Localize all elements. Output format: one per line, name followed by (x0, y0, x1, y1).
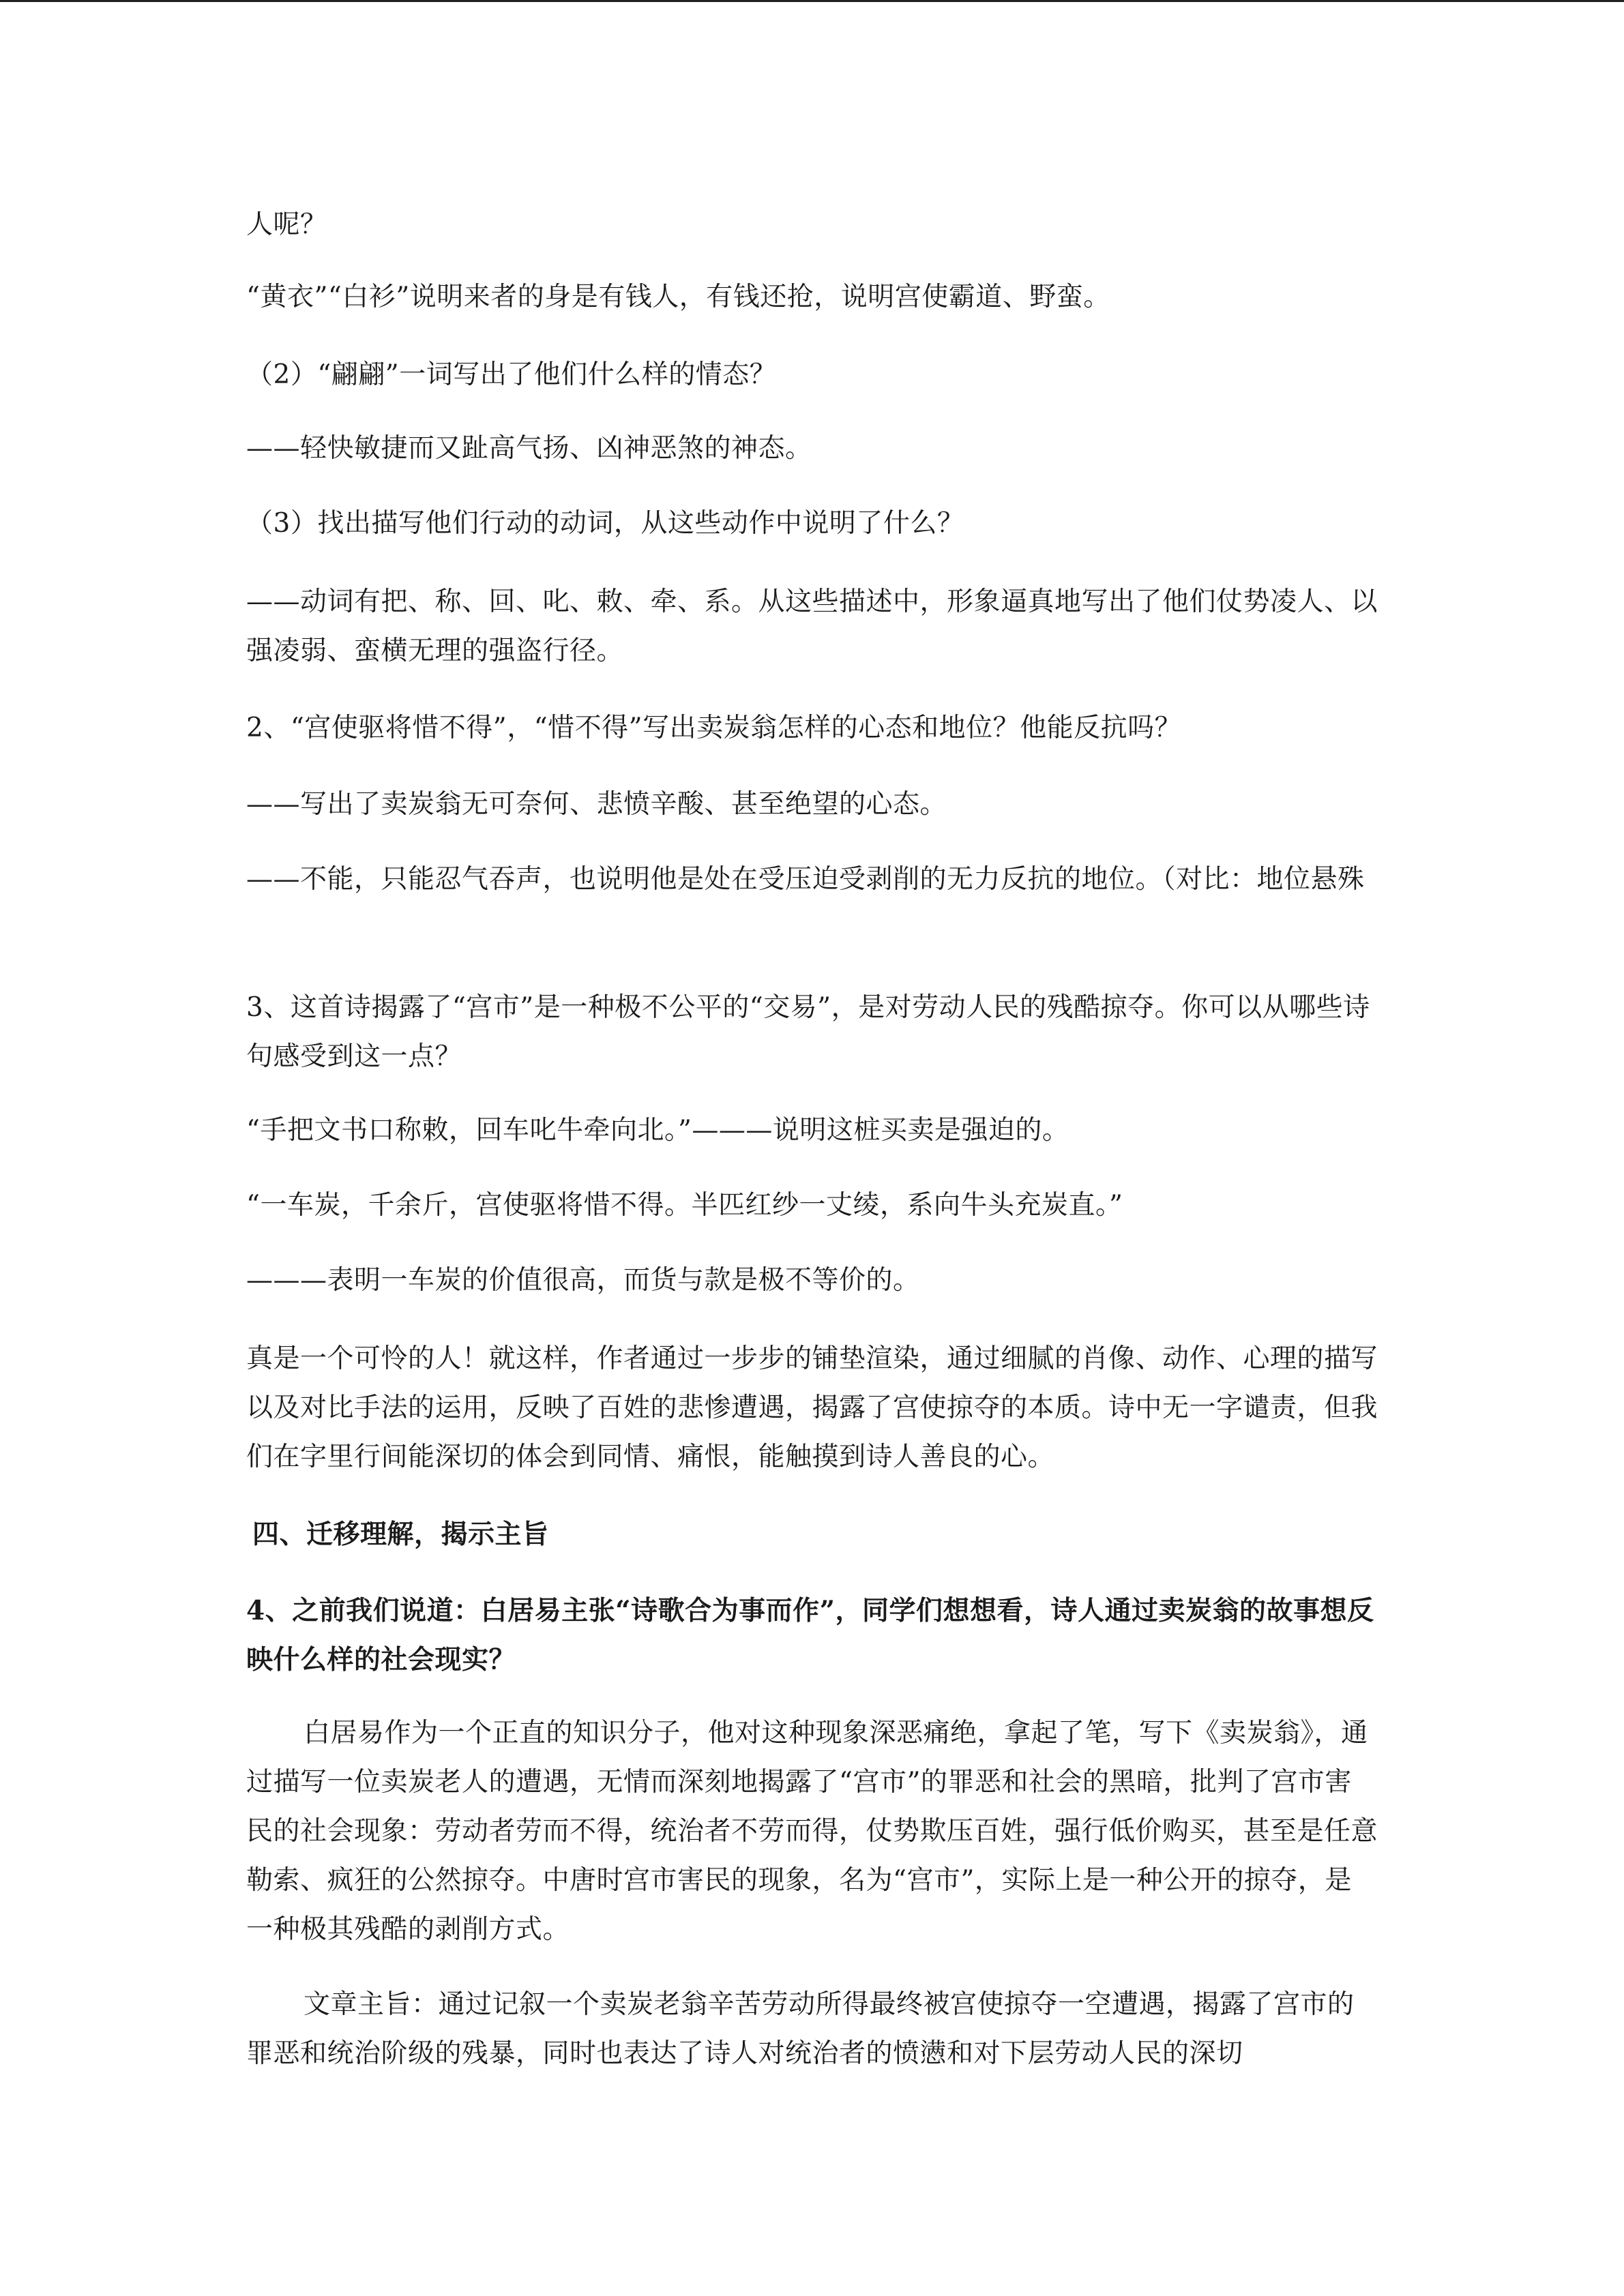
question-3: 3、这首诗揭露了“宫市”是一种极不公平的“交易”，是对劳动人民的残酷掠夺。你可以从哪些诗句感受到这一点？ (246, 992, 1370, 1072)
section-heading-4: 四、迁移理解，揭示主旨 (252, 1519, 549, 1550)
question-2-sub: （2）“翩翩”一词写出了他们什么样的情态？ (246, 359, 777, 390)
summary-paragraph: 真是一个可怜的人！就这样，作者通过一步步的铺垫渲染，通过细腻的肖像、动作、心理的描写以及对比手法的运用，反映了百姓的悲惨遭遇，揭露了宫使掠夺的本质。诗中无一字谴责，但我们在字里行间能深切的体会到同情、痛恨，能触摸到诗人善良的心。 (246, 1343, 1378, 1472)
answer-2b: ——不能，只能忍气吞声，也说明他是处在受压迫受剥削的无力反抗的地位。（对比：地位悬殊 (246, 864, 1365, 895)
question-3-sub: （3）找出描写他们行动的动词，从这些动作中说明了什么？ (246, 508, 964, 539)
answer-3-sub: ——动词有把、称、回、叱、敕、牵、系。从这些描述中，形象逼真地写出了他们仗势凌人、以强凌弱、蛮横无理的强盗行径。 (246, 586, 1378, 666)
answer-4: 白居易作为一个正直的知识分子，他对这种现象深恶痛绝，拿起了笔，写下《卖炭翁》，通过描写一位卖炭老人的遭遇，无情而深刻地揭露了“宫市”的罪恶和社会的黑暗，批判了宫市害民的社会现象：劳动者劳而不得，统治者不劳而得，仗势欺压百姓，强行低价购买，甚至是任意勒索、疯狂的公然掠夺。中唐时宫市害民的现象，名为“宫市”，实际上是一种公开的掠夺，是一种极其残酷的剥削方式。 (246, 1718, 1378, 1945)
quote-2: “一车炭，千余斤，宫使驱将惜不得。半匹红纱一丈绫，系向牛头充炭直。” (246, 1190, 1123, 1221)
paragraph-answer-1: “黄衣”“白衫”说明来者的身是有钱人，有钱还抢，说明宫使霸道、野蛮。 (246, 282, 1110, 312)
question-2: 2、“宫使驱将惜不得”，“惜不得”写出卖炭翁怎样的心态和地位？他能反抗吗？ (246, 713, 1182, 743)
theme-paragraph: 文章主旨：通过记叙一个卖炭老翁辛苦劳动所得最终被宫使掠夺一空遭遇，揭露了宫市的罪恶和统治阶级的残暴，同时也表达了诗人对统治者的愤懑和对下层劳动人民的深切 (246, 1989, 1355, 2069)
answer-2a: ——写出了卖炭翁无可奈何、悲愤辛酸、甚至绝望的心态。 (246, 789, 947, 820)
quote-1: “手把文书口称敕，回车叱牛牵向北。”———说明这桩买卖是强迫的。 (246, 1115, 1069, 1146)
answer-2-sub: ——轻快敏捷而又趾高气扬、凶神恶煞的神态。 (246, 433, 812, 464)
answer-3: ———表明一车炭的价值很高，而货与款是极不等价的。 (246, 1265, 920, 1296)
question-4: 4、之前我们说道：白居易主张“诗歌合为事而作”，同学们想想看，诗人通过卖炭翁的故事想反映什么样的社会现实？ (246, 1595, 1374, 1675)
paragraph-continuation: 人呢？ (246, 209, 327, 240)
